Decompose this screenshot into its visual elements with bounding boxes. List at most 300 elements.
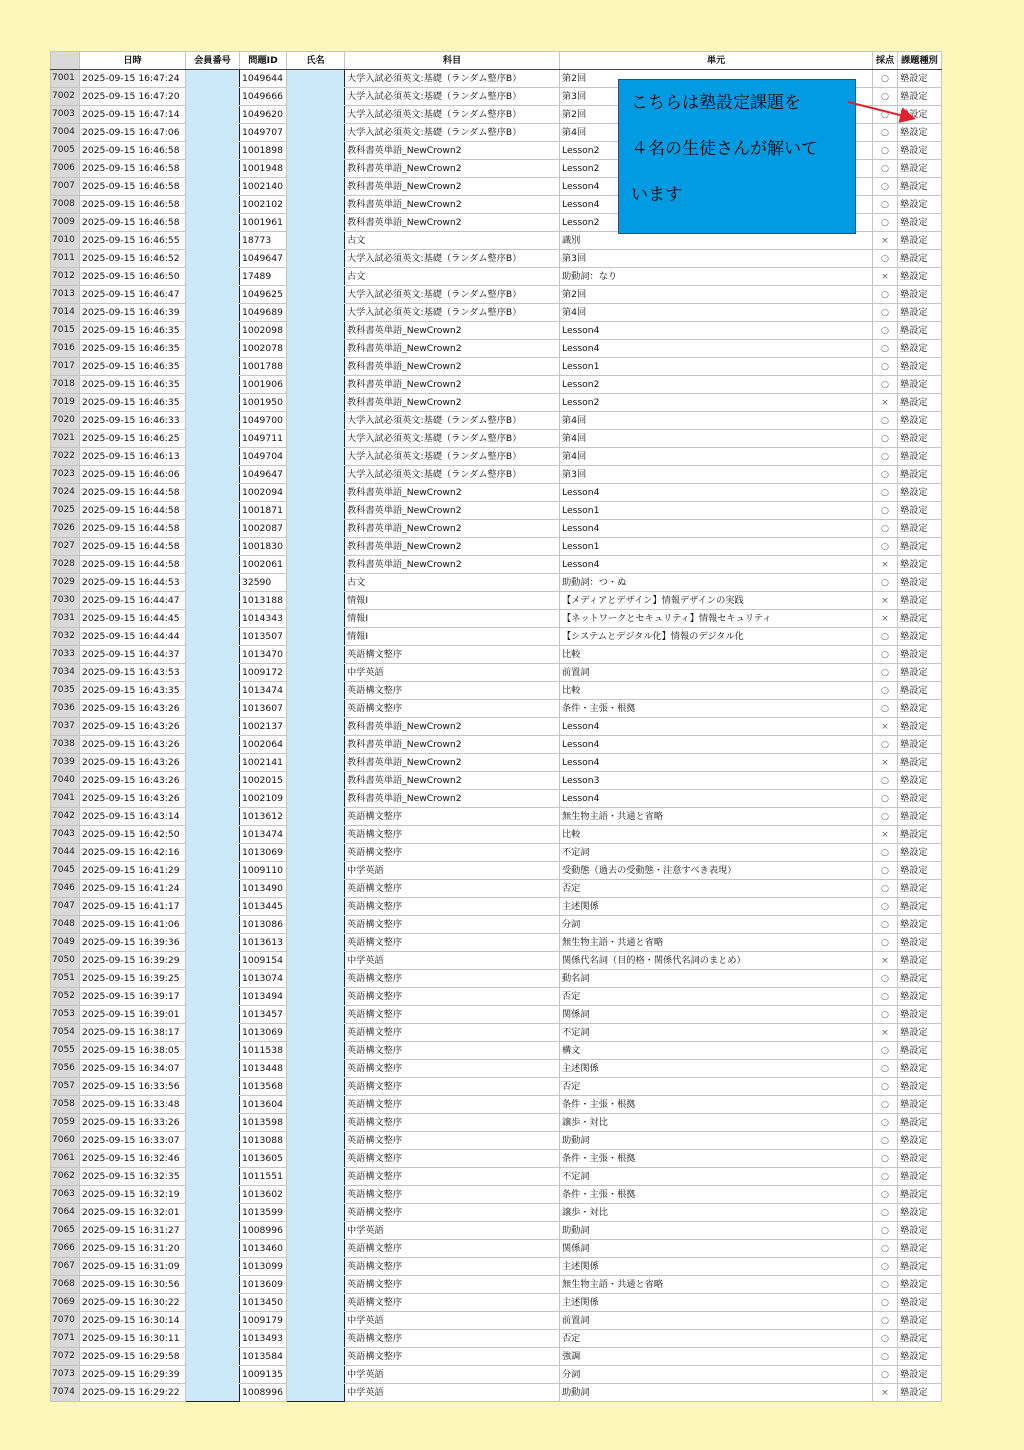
task-type-cell[interactable]: 塾設定 xyxy=(898,70,942,88)
row-number[interactable]: 7006 xyxy=(51,160,80,178)
row-number[interactable]: 7017 xyxy=(51,358,80,376)
col-header-score[interactable]: 採点 xyxy=(873,52,898,70)
table-row[interactable] xyxy=(51,1168,942,1186)
name-cell[interactable] xyxy=(287,88,345,106)
problem-id-cell[interactable]: 1013584 xyxy=(240,1348,287,1366)
unit-cell[interactable]: 第2回 xyxy=(560,106,873,124)
table-row[interactable] xyxy=(51,880,942,898)
problem-id-cell[interactable]: 1049700 xyxy=(240,412,287,430)
row-number[interactable]: 7001 xyxy=(51,70,80,88)
task-type-cell[interactable]: 塾設定 xyxy=(898,754,942,772)
subject-cell[interactable]: 英語構文整序 xyxy=(345,880,560,898)
task-type-cell[interactable]: 塾設定 xyxy=(898,1096,942,1114)
unit-cell[interactable]: 無生物主語・共通と省略 xyxy=(560,808,873,826)
subject-cell[interactable]: 大学入試必須英文:基礎（ランダム整序B） xyxy=(345,412,560,430)
name-cell[interactable] xyxy=(287,772,345,790)
row-number[interactable]: 7031 xyxy=(51,610,80,628)
member-number-cell[interactable] xyxy=(186,646,240,664)
row-number[interactable]: 7055 xyxy=(51,1042,80,1060)
subject-cell[interactable]: 英語構文整序 xyxy=(345,1042,560,1060)
row-number[interactable]: 7070 xyxy=(51,1312,80,1330)
row-number[interactable]: 7069 xyxy=(51,1294,80,1312)
member-number-cell[interactable] xyxy=(186,934,240,952)
score-cell[interactable]: ○ xyxy=(873,664,898,682)
name-cell[interactable] xyxy=(287,1096,345,1114)
unit-cell[interactable]: 関係詞 xyxy=(560,1006,873,1024)
problem-id-cell[interactable]: 1013099 xyxy=(240,1258,287,1276)
table-row[interactable] xyxy=(51,1114,942,1132)
unit-cell[interactable]: 受動態（過去の受動態・注意すべき表現） xyxy=(560,862,873,880)
task-type-cell[interactable]: 塾設定 xyxy=(898,142,942,160)
member-number-cell[interactable] xyxy=(186,358,240,376)
row-number[interactable]: 7023 xyxy=(51,466,80,484)
score-cell[interactable]: × xyxy=(873,718,898,736)
name-cell[interactable] xyxy=(287,1222,345,1240)
score-cell[interactable]: × xyxy=(873,952,898,970)
datetime-cell[interactable]: 2025-09-15 16:41:29 xyxy=(80,862,186,880)
score-cell[interactable]: ○ xyxy=(873,628,898,646)
row-number[interactable]: 7058 xyxy=(51,1096,80,1114)
unit-cell[interactable]: 無生物主語・共通と省略 xyxy=(560,934,873,952)
score-cell[interactable]: ○ xyxy=(873,286,898,304)
row-number[interactable]: 7063 xyxy=(51,1186,80,1204)
problem-id-cell[interactable]: 1002102 xyxy=(240,196,287,214)
table-row[interactable] xyxy=(51,916,942,934)
subject-cell[interactable]: 英語構文整序 xyxy=(345,1276,560,1294)
subject-cell[interactable]: 教科書英単語_NewCrown2 xyxy=(345,754,560,772)
unit-cell[interactable]: 条件・主張・根拠 xyxy=(560,1150,873,1168)
name-cell[interactable] xyxy=(287,916,345,934)
score-cell[interactable]: ○ xyxy=(873,88,898,106)
problem-id-cell[interactable]: 1009172 xyxy=(240,664,287,682)
row-number[interactable]: 7011 xyxy=(51,250,80,268)
task-type-cell[interactable]: 塾設定 xyxy=(898,1078,942,1096)
unit-cell[interactable]: 助動詞 xyxy=(560,1132,873,1150)
member-number-cell[interactable] xyxy=(186,1240,240,1258)
score-cell[interactable]: ○ xyxy=(873,358,898,376)
unit-cell[interactable]: 主述関係 xyxy=(560,1258,873,1276)
member-number-cell[interactable] xyxy=(186,232,240,250)
row-number[interactable]: 7010 xyxy=(51,232,80,250)
task-type-cell[interactable]: 塾設定 xyxy=(898,718,942,736)
score-cell[interactable]: × xyxy=(873,394,898,412)
task-type-cell[interactable]: 塾設定 xyxy=(898,934,942,952)
member-number-cell[interactable] xyxy=(186,304,240,322)
subject-cell[interactable]: 教科書英単語_NewCrown2 xyxy=(345,538,560,556)
task-type-cell[interactable]: 塾設定 xyxy=(898,376,942,394)
datetime-cell[interactable]: 2025-09-15 16:47:20 xyxy=(80,88,186,106)
unit-cell[interactable]: 否定 xyxy=(560,1078,873,1096)
row-number[interactable]: 7032 xyxy=(51,628,80,646)
unit-cell[interactable]: Lesson4 xyxy=(560,196,873,214)
name-cell[interactable] xyxy=(287,250,345,268)
member-number-cell[interactable] xyxy=(186,286,240,304)
name-cell[interactable] xyxy=(287,826,345,844)
problem-id-cell[interactable]: 1014343 xyxy=(240,610,287,628)
score-cell[interactable]: ○ xyxy=(873,466,898,484)
member-number-cell[interactable] xyxy=(186,1222,240,1240)
problem-id-cell[interactable]: 1013460 xyxy=(240,1240,287,1258)
subject-cell[interactable]: 英語構文整序 xyxy=(345,916,560,934)
problem-id-cell[interactable]: 1001830 xyxy=(240,538,287,556)
score-cell[interactable]: ○ xyxy=(873,1258,898,1276)
row-number[interactable]: 7046 xyxy=(51,880,80,898)
row-number[interactable]: 7018 xyxy=(51,376,80,394)
table-row[interactable] xyxy=(51,322,942,340)
unit-cell[interactable]: 第4回 xyxy=(560,304,873,322)
row-number[interactable]: 7054 xyxy=(51,1024,80,1042)
member-number-cell[interactable] xyxy=(186,1006,240,1024)
task-type-cell[interactable]: 塾設定 xyxy=(898,1312,942,1330)
datetime-cell[interactable]: 2025-09-15 16:29:39 xyxy=(80,1366,186,1384)
row-number[interactable]: 7044 xyxy=(51,844,80,862)
member-number-cell[interactable] xyxy=(186,142,240,160)
row-number[interactable]: 7059 xyxy=(51,1114,80,1132)
member-number-cell[interactable] xyxy=(186,826,240,844)
row-number[interactable]: 7028 xyxy=(51,556,80,574)
name-cell[interactable] xyxy=(287,1132,345,1150)
unit-cell[interactable]: 不定詞 xyxy=(560,1024,873,1042)
unit-cell[interactable]: 【メディアとデザイン】情報デザインの実践 xyxy=(560,592,873,610)
datetime-cell[interactable]: 2025-09-15 16:39:29 xyxy=(80,952,186,970)
problem-id-cell[interactable]: 1013086 xyxy=(240,916,287,934)
table-row[interactable] xyxy=(51,520,942,538)
datetime-cell[interactable]: 2025-09-15 16:44:58 xyxy=(80,538,186,556)
datetime-cell[interactable]: 2025-09-15 16:33:56 xyxy=(80,1078,186,1096)
datetime-cell[interactable]: 2025-09-15 16:41:17 xyxy=(80,898,186,916)
name-cell[interactable] xyxy=(287,1204,345,1222)
score-cell[interactable]: ○ xyxy=(873,1150,898,1168)
unit-cell[interactable]: Lesson2 xyxy=(560,160,873,178)
problem-id-cell[interactable]: 1013612 xyxy=(240,808,287,826)
row-number[interactable]: 7053 xyxy=(51,1006,80,1024)
task-type-cell[interactable]: 塾設定 xyxy=(898,862,942,880)
datetime-cell[interactable]: 2025-09-15 16:44:47 xyxy=(80,592,186,610)
datetime-cell[interactable]: 2025-09-15 16:30:11 xyxy=(80,1330,186,1348)
unit-cell[interactable]: 否定 xyxy=(560,988,873,1006)
unit-cell[interactable]: 構文 xyxy=(560,1042,873,1060)
score-cell[interactable]: ○ xyxy=(873,1222,898,1240)
unit-cell[interactable]: 助動詞：なり xyxy=(560,268,873,286)
problem-id-cell[interactable]: 1013494 xyxy=(240,988,287,1006)
member-number-cell[interactable] xyxy=(186,1042,240,1060)
table-row[interactable] xyxy=(51,1006,942,1024)
datetime-cell[interactable]: 2025-09-15 16:46:58 xyxy=(80,142,186,160)
score-cell[interactable]: ○ xyxy=(873,430,898,448)
subject-cell[interactable]: 英語構文整序 xyxy=(345,1186,560,1204)
row-number[interactable]: 7071 xyxy=(51,1330,80,1348)
unit-cell[interactable]: 関係代名詞（目的格・関係代名詞のまとめ） xyxy=(560,952,873,970)
score-cell[interactable]: ○ xyxy=(873,1096,898,1114)
unit-cell[interactable]: 条件・主張・根拠 xyxy=(560,1096,873,1114)
problem-id-cell[interactable]: 1001961 xyxy=(240,214,287,232)
score-cell[interactable]: ○ xyxy=(873,1294,898,1312)
name-cell[interactable] xyxy=(287,970,345,988)
col-header-subject[interactable]: 科目 xyxy=(345,52,560,70)
unit-cell[interactable]: Lesson4 xyxy=(560,790,873,808)
task-type-cell[interactable]: 塾設定 xyxy=(898,160,942,178)
row-number[interactable]: 7068 xyxy=(51,1276,80,1294)
datetime-cell[interactable]: 2025-09-15 16:47:14 xyxy=(80,106,186,124)
corner-cell[interactable] xyxy=(51,52,80,70)
name-cell[interactable] xyxy=(287,1024,345,1042)
member-number-cell[interactable] xyxy=(186,448,240,466)
problem-id-cell[interactable]: 1013069 xyxy=(240,1024,287,1042)
table-row[interactable] xyxy=(51,1276,942,1294)
member-number-cell[interactable] xyxy=(186,250,240,268)
name-cell[interactable] xyxy=(287,844,345,862)
unit-cell[interactable]: 比較 xyxy=(560,826,873,844)
row-number[interactable]: 7019 xyxy=(51,394,80,412)
name-cell[interactable] xyxy=(287,574,345,592)
member-number-cell[interactable] xyxy=(186,1078,240,1096)
member-number-cell[interactable] xyxy=(186,754,240,772)
datetime-cell[interactable]: 2025-09-15 16:39:17 xyxy=(80,988,186,1006)
member-number-cell[interactable] xyxy=(186,88,240,106)
name-cell[interactable] xyxy=(287,304,345,322)
member-number-cell[interactable] xyxy=(186,340,240,358)
row-number[interactable]: 7036 xyxy=(51,700,80,718)
name-cell[interactable] xyxy=(287,520,345,538)
name-cell[interactable] xyxy=(287,1006,345,1024)
row-number[interactable]: 7022 xyxy=(51,448,80,466)
problem-id-cell[interactable]: 1049689 xyxy=(240,304,287,322)
table-row[interactable] xyxy=(51,1330,942,1348)
subject-cell[interactable]: 教科書英単語_NewCrown2 xyxy=(345,790,560,808)
unit-cell[interactable]: 条件・主張・根拠 xyxy=(560,1186,873,1204)
member-number-cell[interactable] xyxy=(186,1294,240,1312)
datetime-cell[interactable]: 2025-09-15 16:32:35 xyxy=(80,1168,186,1186)
subject-cell[interactable]: 英語構文整序 xyxy=(345,1330,560,1348)
name-cell[interactable] xyxy=(287,268,345,286)
subject-cell[interactable]: 英語構文整序 xyxy=(345,1348,560,1366)
score-cell[interactable]: ○ xyxy=(873,700,898,718)
problem-id-cell[interactable]: 1001906 xyxy=(240,376,287,394)
unit-cell[interactable]: 否定 xyxy=(560,880,873,898)
unit-cell[interactable]: 主述関係 xyxy=(560,1060,873,1078)
subject-cell[interactable]: 英語構文整序 xyxy=(345,1114,560,1132)
row-number[interactable]: 7024 xyxy=(51,484,80,502)
datetime-cell[interactable]: 2025-09-15 16:46:35 xyxy=(80,358,186,376)
task-type-cell[interactable]: 塾設定 xyxy=(898,466,942,484)
member-number-cell[interactable] xyxy=(186,1168,240,1186)
table-row[interactable] xyxy=(51,952,942,970)
datetime-cell[interactable]: 2025-09-15 16:46:33 xyxy=(80,412,186,430)
row-number[interactable]: 7008 xyxy=(51,196,80,214)
task-type-cell[interactable]: 塾設定 xyxy=(898,790,942,808)
problem-id-cell[interactable]: 1013490 xyxy=(240,880,287,898)
col-header-name[interactable]: 氏名 xyxy=(287,52,345,70)
unit-cell[interactable]: 第3回 xyxy=(560,88,873,106)
score-cell[interactable]: ○ xyxy=(873,646,898,664)
task-type-cell[interactable]: 塾設定 xyxy=(898,286,942,304)
score-cell[interactable]: ○ xyxy=(873,340,898,358)
member-number-cell[interactable] xyxy=(186,520,240,538)
datetime-cell[interactable]: 2025-09-15 16:46:58 xyxy=(80,196,186,214)
datetime-cell[interactable]: 2025-09-15 16:46:35 xyxy=(80,340,186,358)
table-row[interactable] xyxy=(51,1222,942,1240)
name-cell[interactable] xyxy=(287,484,345,502)
subject-cell[interactable]: 古文 xyxy=(345,268,560,286)
member-number-cell[interactable] xyxy=(186,916,240,934)
name-cell[interactable] xyxy=(287,880,345,898)
name-cell[interactable] xyxy=(287,646,345,664)
member-number-cell[interactable] xyxy=(186,844,240,862)
score-cell[interactable]: ○ xyxy=(873,520,898,538)
task-type-cell[interactable]: 塾設定 xyxy=(898,1258,942,1276)
row-number[interactable]: 7074 xyxy=(51,1384,80,1402)
table-row[interactable] xyxy=(51,502,942,520)
table-row[interactable] xyxy=(51,1096,942,1114)
table-row[interactable] xyxy=(51,682,942,700)
datetime-cell[interactable]: 2025-09-15 16:46:50 xyxy=(80,268,186,286)
problem-id-cell[interactable]: 1049704 xyxy=(240,448,287,466)
table-row[interactable] xyxy=(51,1150,942,1168)
name-cell[interactable] xyxy=(287,1348,345,1366)
row-number[interactable]: 7020 xyxy=(51,412,80,430)
row-number[interactable]: 7038 xyxy=(51,736,80,754)
datetime-cell[interactable]: 2025-09-15 16:44:44 xyxy=(80,628,186,646)
member-number-cell[interactable] xyxy=(186,1276,240,1294)
name-cell[interactable] xyxy=(287,1312,345,1330)
name-cell[interactable] xyxy=(287,664,345,682)
table-row[interactable] xyxy=(51,610,942,628)
unit-cell[interactable]: Lesson2 xyxy=(560,214,873,232)
task-type-cell[interactable]: 塾設定 xyxy=(898,1168,942,1186)
subject-cell[interactable]: 英語構文整序 xyxy=(345,1132,560,1150)
table-row[interactable] xyxy=(51,790,942,808)
datetime-cell[interactable]: 2025-09-15 16:43:26 xyxy=(80,772,186,790)
table-row[interactable] xyxy=(51,1384,942,1402)
table-row[interactable] xyxy=(51,232,942,250)
unit-cell[interactable]: Lesson4 xyxy=(560,754,873,772)
subject-cell[interactable]: 教科書英単語_NewCrown2 xyxy=(345,196,560,214)
col-header-problem-id[interactable]: 問題ID xyxy=(240,52,287,70)
name-cell[interactable] xyxy=(287,682,345,700)
task-type-cell[interactable]: 塾設定 xyxy=(898,358,942,376)
problem-id-cell[interactable]: 1001788 xyxy=(240,358,287,376)
datetime-cell[interactable]: 2025-09-15 16:44:45 xyxy=(80,610,186,628)
unit-cell[interactable]: 譲歩・対比 xyxy=(560,1204,873,1222)
task-type-cell[interactable]: 塾設定 xyxy=(898,520,942,538)
row-number[interactable]: 7030 xyxy=(51,592,80,610)
problem-id-cell[interactable]: 1013069 xyxy=(240,844,287,862)
subject-cell[interactable]: 教科書英単語_NewCrown2 xyxy=(345,772,560,790)
unit-cell[interactable]: 助動詞 xyxy=(560,1222,873,1240)
task-type-cell[interactable]: 塾設定 xyxy=(898,448,942,466)
row-number[interactable]: 7041 xyxy=(51,790,80,808)
member-number-cell[interactable] xyxy=(186,610,240,628)
problem-id-cell[interactable]: 1013613 xyxy=(240,934,287,952)
datetime-cell[interactable]: 2025-09-15 16:46:58 xyxy=(80,214,186,232)
task-type-cell[interactable]: 塾設定 xyxy=(898,700,942,718)
unit-cell[interactable]: 第4回 xyxy=(560,430,873,448)
task-type-cell[interactable]: 塾設定 xyxy=(898,1294,942,1312)
datetime-cell[interactable]: 2025-09-15 16:39:01 xyxy=(80,1006,186,1024)
member-number-cell[interactable] xyxy=(186,124,240,142)
task-type-cell[interactable]: 塾設定 xyxy=(898,88,942,106)
unit-cell[interactable]: 第3回 xyxy=(560,466,873,484)
name-cell[interactable] xyxy=(287,1114,345,1132)
unit-cell[interactable]: 強調 xyxy=(560,1348,873,1366)
score-cell[interactable]: × xyxy=(873,592,898,610)
subject-cell[interactable]: 教科書英単語_NewCrown2 xyxy=(345,160,560,178)
problem-id-cell[interactable]: 1013507 xyxy=(240,628,287,646)
name-cell[interactable] xyxy=(287,610,345,628)
table-row[interactable] xyxy=(51,862,942,880)
member-number-cell[interactable] xyxy=(186,1096,240,1114)
member-number-cell[interactable] xyxy=(186,106,240,124)
row-number[interactable]: 7007 xyxy=(51,178,80,196)
name-cell[interactable] xyxy=(287,412,345,430)
member-number-cell[interactable] xyxy=(186,466,240,484)
score-cell[interactable]: × xyxy=(873,610,898,628)
task-type-cell[interactable]: 塾設定 xyxy=(898,430,942,448)
score-cell[interactable]: ○ xyxy=(873,124,898,142)
name-cell[interactable] xyxy=(287,160,345,178)
subject-cell[interactable]: 教科書英単語_NewCrown2 xyxy=(345,322,560,340)
name-cell[interactable] xyxy=(287,70,345,88)
row-number[interactable]: 7004 xyxy=(51,124,80,142)
member-number-cell[interactable] xyxy=(186,556,240,574)
task-type-cell[interactable]: 塾設定 xyxy=(898,826,942,844)
problem-id-cell[interactable]: 1002061 xyxy=(240,556,287,574)
score-cell[interactable]: ○ xyxy=(873,1060,898,1078)
problem-id-cell[interactable]: 1049647 xyxy=(240,466,287,484)
row-number[interactable]: 7065 xyxy=(51,1222,80,1240)
task-type-cell[interactable]: 塾設定 xyxy=(898,646,942,664)
name-cell[interactable] xyxy=(287,232,345,250)
table-row[interactable] xyxy=(51,664,942,682)
unit-cell[interactable]: 第2回 xyxy=(560,70,873,88)
task-type-cell[interactable]: 塾設定 xyxy=(898,1060,942,1078)
task-type-cell[interactable]: 塾設定 xyxy=(898,592,942,610)
unit-cell[interactable]: 動名詞 xyxy=(560,970,873,988)
member-number-cell[interactable] xyxy=(186,1060,240,1078)
member-number-cell[interactable] xyxy=(186,700,240,718)
score-cell[interactable]: ○ xyxy=(873,1078,898,1096)
subject-cell[interactable]: 教科書英単語_NewCrown2 xyxy=(345,394,560,412)
subject-cell[interactable]: 英語構文整序 xyxy=(345,1240,560,1258)
problem-id-cell[interactable]: 1013470 xyxy=(240,646,287,664)
score-cell[interactable]: ○ xyxy=(873,142,898,160)
member-number-cell[interactable] xyxy=(186,1150,240,1168)
member-number-cell[interactable] xyxy=(186,1330,240,1348)
datetime-cell[interactable]: 2025-09-15 16:47:24 xyxy=(80,70,186,88)
score-cell[interactable]: ○ xyxy=(873,376,898,394)
subject-cell[interactable]: 情報I xyxy=(345,592,560,610)
subject-cell[interactable]: 大学入試必須英文:基礎（ランダム整序B） xyxy=(345,88,560,106)
unit-cell[interactable]: 第2回 xyxy=(560,286,873,304)
row-number[interactable]: 7042 xyxy=(51,808,80,826)
table-row[interactable] xyxy=(51,592,942,610)
unit-cell[interactable]: Lesson4 xyxy=(560,556,873,574)
table-row[interactable] xyxy=(51,1294,942,1312)
name-cell[interactable] xyxy=(287,1240,345,1258)
score-cell[interactable]: ○ xyxy=(873,106,898,124)
score-cell[interactable]: ○ xyxy=(873,250,898,268)
subject-cell[interactable]: 教科書英単語_NewCrown2 xyxy=(345,520,560,538)
unit-cell[interactable]: 比較 xyxy=(560,646,873,664)
member-number-cell[interactable] xyxy=(186,538,240,556)
member-number-cell[interactable] xyxy=(186,1024,240,1042)
problem-id-cell[interactable]: 1002064 xyxy=(240,736,287,754)
score-cell[interactable]: ○ xyxy=(873,1366,898,1384)
row-number[interactable]: 7016 xyxy=(51,340,80,358)
problem-id-cell[interactable]: 1009135 xyxy=(240,1366,287,1384)
row-number[interactable]: 7037 xyxy=(51,718,80,736)
row-number[interactable]: 7051 xyxy=(51,970,80,988)
